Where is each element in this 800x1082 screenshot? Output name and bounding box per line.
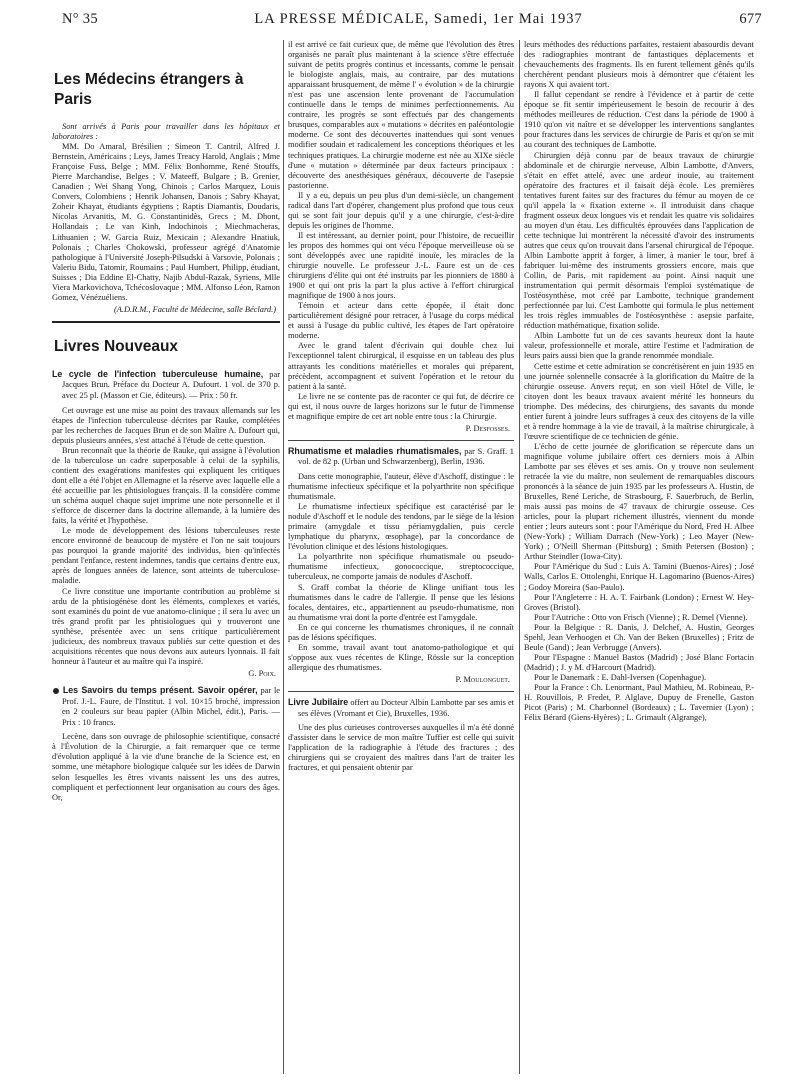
book-title-rhumatisme: Rhumatisme et maladies rhumatismales, par S. Graff. 1 vol. de 82 p. (Urban und Schwarzenberg), Berlin, 1936. (288, 445, 514, 467)
book-title-tuberculose: Le cycle de l'infection tuberculeuse humaine, par Jacques Brun. Préface du Docteur A. Dufourt. 1 vol. de 370 p. avec 25 pl. (Masson et Cie, éditeurs). — Prix : 50 fr. (52, 368, 280, 401)
review-paragraph: En somme, travail avant tout anatomo-pathologique et qui s'oppose aux vues récentes de Klinge, Rössle sur la conception allergique des rhumatismes. (288, 642, 514, 672)
review-paragraph: L'écho de cette journée de glorification se répercute dans un magnifique volume jubilaire offert ces derniers mois à Albin Lambotte par ses élèves et ses amis. On y trouve non seulement retracée la vie du maître, non seulement de remarquables discours prononcés à la séance de juin 1935 par les professeurs A. Hustin, de Bruxelles, René Leriche, de Strasbourg, F. Sauerbruch, de Berlin, mais aussi pas moins de 47 travaux de chirurgie osseuse. Ces articles, pour la plupart richement illustrés, viennent du monde entier ; leurs auteurs sont : pour l'Amérique du Nord, Fred H. Albee (New-York) ; William Darrach (New-York) ; Leo Mayer (New-York) ; O'Neill Sherman (Pittsburg) ; Smith Petersen (Boston) ; Arthur Steindler (Iowa-City). (524, 441, 754, 562)
review-paragraph: il est arrivé ce fait curieux que, de même que l'évolution des êtres organisés ne paraît plus maintenant à la science s'être effectuée suivant de petits progrès continus et incessants, comme le pensait le biologiste anglais, mais, au contraire, par des mutations apparaissant brusquement, de même l' « évolution » de la chirurgie n'est pas une ascension lente provenant de l'accumulation continuelle dans le temps de minimes perfectionnements. Au contraire, les progrès se sont effectués par des changements brusques, comparables aux « mutations » décrites en paléontologie moderne. Ce sont des découvertes inattendues qui sont venues modifier soudain et radicalement les conceptions théoriques et les techniques pratiques. La chirurgie moderne est née au XIXe siècle d'une « mutation » déterminée par deux facteurs principaux : découverte des anesthésiques généraux, découverte de l'asepsie pastorienne. (288, 40, 514, 190)
arrivals-intro: Sont arrivés à Paris pour travailler dans les hôpitaux et laboratoires : (52, 122, 280, 142)
review-paragraph: Brun reconnaît que la théorie de Rauke, qui assigne à l'évolution de la tuberculose un cadre superposable à celui de la syphilis, contient des exagérations manifestes qui expliquent les critiques dont elle a été l'objet en Allemagne et la réserve avec laquelle elle a été accueillie par les phtisiologues français. Il la considère comme un schéma auquel chaque sujet imprime une note personnelle et il s'efforce de discerner dans la doctrine allemande, à la lumière des faits, la vérité et l'hypothèse. (52, 445, 280, 526)
review-paragraph: Le livre ne se contente pas de raconter ce qui fut, de décrire ce qui est, il nous ouvre de larges horizons sur le futur de l'immense et magnifique empire de cet art noble entre tous : la Chirurgie. (288, 391, 514, 421)
country-line: Pour la France : Ch. Lenormant, Paul Mathieu, M. Robineau, P.-H. Rouvillois, P. Fredet, P. Alglave, Dupuy de Frenelle, Gaston Picot (Paris) ; M. Charbonnel (Bordeaux) ; L. Tavernier (Lyon) ; Félix Bérard (Giens-Hyères) ; L. Grimault (Algrange), (524, 683, 754, 723)
review-paragraph: Albin Lambotte fut un de ces savants heureux dont la haute valeur, professionnelle et morale, attire l'estime et l'admiration de leurs pairs aussi bien que la grande renommée mondiale. (524, 331, 754, 361)
reviewer-signature: P. Moulonguet. (455, 674, 510, 684)
review-paragraph: Témoin et acteur dans cette épopée, il était donc particulièrement désigné pour retracer, à l'usage du corps médical et aussi à l'usage du public cultivé, les étapes de l'art opératoire moderne. (288, 301, 514, 341)
section-title-new-books: Livres Nouveaux (54, 337, 179, 355)
review-paragraph: Cet ouvrage est une mise au point des travaux allemands sur les étapes de l'infection tuberculeuse décrites par Rauke, complétées par les recherches de Jacques Brun et de son Maître A. Dufourt qui, depuis plusieurs années, s'est attaché à l'étude de cette question. (52, 405, 280, 445)
review-paragraph: leurs méthodes des réductions parfaites, restaient abasourdis devant des radiographies montrant de fantastiques déplacements et chevauchements des fragments. Ils en furent tellement gênés qu'ils cherchèrent pendant plusieurs mois à démontrer que c'étaient les rayons X qui avaient tort. (524, 40, 754, 90)
column-3 (524, 40, 754, 1074)
review-paragraph: Le mode de développement des lésions tuberculeuses reste encore environné de beaucoup de mystère et l'on ne sait toujours pas pourquoi la grande majorité des individus, bien qu'infectés pendant l'enfance, restent indemnes, tandis que certains d'entre eux, après de longues années de latence, sont atteints de tuberculose-maladie. (52, 526, 280, 586)
source-note: (A.D.R.M., Faculté de Médecine, salle Béclard.) (113, 304, 276, 314)
column-2 (288, 40, 514, 1074)
review-paragraph: Ce livre constitue une importante contribution au problème si ardu de la phtisiogénèse dont les éléments, complexes et variés, sont examinés du point de vue anatomo-clinique ; il sera lu avec un très grand profit par les phtisiologues qui y trouveront une synthèse, présentée avec un sens critique particulièrement judicieux, des nombreux travaux publiés sur cette question et des acquisitions récentes que nous devons aux auteurs lyonnais. Il fait honneur à l'auteur et au maître qui l'a inspiré. (52, 586, 280, 666)
review-paragraph: Il fallut cependant se rendre à l'évidence et à partir de cette époque se fit sentir impérieusement le besoin de recourir à des méthodes meilleures de réduction. C'est dans la période de 1900 à 1910 qu'on vit naître et se développer les interventions sanglantes pour fractures dans les services de chirurgie de Paris et qu'on se mit au courant des techniques de Lambotte. (524, 90, 754, 150)
review-divider (288, 691, 514, 692)
review-paragraph: Chirurgien déjà connu par de beaux travaux de chirurgie abdominale et de chirurgie nerveuse, Albin Lambotte, d'Anvers, s'était en effet attelé, avec une ardeur inouïe, au traitement opératoire des fractures et il faisait déjà école. Les premières tentatives furent faites sur des fractures du fémur au moyen de ce qu'il appela la « fixation externe ». Il introduisit dans chaque fragment osseux deux longues vis et rendait les quatre vis solidaires au moyen d'un étau. Les difficultés éprouvées dans l'application de cette technique lui montrèrent la nécessité d'avoir des instruments autres que ceux qu'on trouvait dans l'arsenal chirurgical de l'époque. Albin Lambotte apprit à forger, à limer, à manier le tour, bref à fabriquer lui-même des instruments grossiers encore, mais que Collin, de Paris, mit rapidement au point. Ainsi naquit une instrumentation qui permit désormais l'emploi systématique de l'ostéosynthèse, mot créé par Lambotte, technique grandement perfectionnée par lui. C'est Lambotte qui formula le plus nettement les trois règles immuables de l'ostéosynthèse : asepsie parfaite, réduction mathématique, fixation solide. (524, 150, 754, 331)
review-paragraph: Avec le grand talent d'écrivain qui double chez lui l'exceptionnel talent chirurgical, il esquisse en un tableau des plus attrayants les conditions matérielles et morales qui préparent, précèdent, accompagnent et suivent l'opération et le retour du patient à la santé. (288, 341, 514, 391)
review-paragraph: En ce qui concerne les rhumatismes chroniques, il ne connaît pas de lésions spécifiques. (288, 622, 514, 642)
review-paragraph: S. Graff combat la théorie de Klinge unifiant tous les rhumatismes dans le cadre de l'allergie. Il pense que les lésions focales, dentaires, etc., appartiennent au pseudo-rhumatisme, non au rhumatisme vrai dont la porte d'entrée est l'amygdale. (288, 582, 514, 622)
book-title-savoir-operer: Les Savoirs du temps présent. Savoir opérer, par le Prof. J.-L. Faure, de l'Institut. 1 vol. 10×15 broché, impression en 2 couleurs sur beau papier (Albin Michel, édit.), Paris. — Prix : 10 francs. (52, 685, 280, 728)
reviewer-signature: G. Poix. (248, 668, 276, 678)
issue-number: N° 35 (62, 10, 98, 27)
review-paragraph: Il y a eu, depuis un peu plus d'un demi-siècle, un changement radical dans l'art d'opérer, changement plus profond que tous ceux qui se sont fait jour depuis qu'il y a une chirurgie, c'est-à-dire depuis les origines de l'homme. (288, 190, 514, 230)
country-line: Pour l'Autriche : Otto von Frisch (Vienne) ; R. Demel (Vienne). (534, 612, 748, 622)
column-rule-1 (283, 40, 284, 1074)
bullet-icon (53, 688, 59, 694)
review-paragraph: Il est intéressant, au dernier point, pour l'histoire, de recueillir les propos des hommes qui ont vécu l'époque merveilleuse où se sont développés avec une rapidité inouïe, les miracles de la chirurgie nouvelle. Le professeur J.-L. Faure est un de ces chirurgiens d'élite qui ont été instruits par les pionniers de 1880 à 1900 et qui ont pris la part la plus active à l'effort chirurgical magnifique de 1900 à nos jours. (288, 230, 514, 301)
review-paragraph: Le rhumatisme infectieux spécifique est caractérisé par le nodule d'Aschoff et le nodule des tendons, par le siège de la lésion primaire (amygdale et tissu périamygdalien, puis cercle lymphatique du pharynx, œsophage), par la concordance de l'évolution clinique et des lésions histologiques. (288, 502, 514, 552)
reviewer-signature: P. Desfosses. (465, 423, 510, 433)
country-line: Pour la Belgique : R. Danis, J. Delchef, A. Hustin, Georges Spehl, Jean Verhoogen et Ch. Van der Beken (Bruxelles) ; Fritz de Beule (Gand) ; Jean Verbrugge (Anvers). (524, 622, 754, 652)
contributors-by-country (524, 562, 754, 723)
review-paragraph: Une des plus curieuses controverses auxquelles il m'a été donné d'assister dans le service de mon maître Tuffier est celle qui suivit l'application de la radiographie à l'étude des fractures ; des chirurgiens qui se croyaient des maîtres dans l'art de traiter les fractures, et qui pensaient obtenir par (288, 723, 514, 773)
column-rule-2 (519, 40, 520, 1074)
section-divider (52, 321, 280, 323)
review-divider (288, 440, 514, 441)
page-header (62, 6, 762, 32)
review-paragraph: Dans cette monographie, l'auteur, élève d'Aschoff, distingue : le rhumatisme infectieux spécifique et la polyarthrite non spécifique rhumatismale. (288, 472, 514, 502)
country-line: Pour l'Angleterre : H. A. T. Fairbank (London) ; Ernest W. Hey-Groves (Bristol). (524, 592, 754, 612)
column-1 (52, 40, 280, 1074)
country-line: Pour l'Espagne : Manuel Bastos (Madrid) ; José Blanc Fortacin (Madrid) ; J. y M. d'Harcourt (Madrid). (524, 652, 754, 672)
review-paragraph: Cette estime et cette admiration se concrétisèrent en juin 1935 en une journée solennelle consacrée à la glorification du Maître de la chirurgie osseuse. Anvers reçut, en son vieil Hôtel de Ville, le citoyen dont les beaux travaux avaient mérité les honneurs du triomphe. Des médecins, des chirurgiens, des savants du monde entier furent à joindre leurs suffrages à ceux des citoyens de la ville et à rendre hommage à la vie de travail, à la maîtrise chirurgicale, à l'œuvre scientifique de ce technicien de génie. (524, 361, 754, 441)
page-number: 677 (739, 10, 762, 27)
country-line: Pour l'Amérique du Sud : Luis A. Tamini (Buenos-Aires) ; José Walls, Carlos E. Ottolenghi, Enrique H. Lagomarino (Buenos-Aires) ; Godoy Moreira (Sao-Paulo). (524, 562, 754, 592)
review-paragraph: Lecène, dans son ouvrage de philosophie scientifique, consacré à l'Évolution de la Chirurgie, a fait remarquer que ce terme d'évolution appliqué à la vie d'une branche de la Science est, en somme, une métaphore biologique calquée sur les idées de Darwin selon lesquelles les êtres vivants naissent les uns des autres, compliquent et perfectionnent leur organisation au cours des âges. Or, (52, 732, 280, 802)
doctors-list: MM. Do Amaral, Brésilien ; Simeon T. Cantril, Alfred J. Bernstein, Américains ; Leys, James Treacy Harold, Anglais ; Mme Françoise Fuss, Belge ; MM. Félix Bonhomme, René Stouffs, Pierre Marchandise, Belges ; V. Mateeff, Bulgare ; B. Grenier, Canadien ; Wei Shang Yong, Chinois ; Carlos Marquez, Louis Convers, Colombiens ; Henrik Johansen, Danois ; Sabry Khayat, Zoheir Khayat, étudiants égyptiens ; Raptis Diamantis, Doudaris, Nicolas Arvanitis, M. G. Constantinidès, Grecs ; M. Dhont, Hollandais ; Le van Kinh, Indochinois ; Miechmacheras, Lithuanien ; W. Garcia Ruiz, Mexicain ; Alexandre Hnatiuk, Polonais ; Charles Chokowski, professeur agrégé d'Anatomie pathologique à l'Université Joseph-Pilsudski à Varsovie, Polonais ; Valeriu Bidu, Tatomir, Roumains ; Paul Humbert, Philipp, étudiant, Suisses ; Dia Eddine El-Chatty, Najib Abdul-Razak, Syriens, Mlle Viera Markovichova, Tchécoslovaque ; MM. Alfonso Léon, Ramon Gomez, Vénézuéliens. (52, 142, 280, 302)
journal-title: LA PRESSE MÉDICALE, Samedi, 1er Mai 1937 (254, 10, 583, 27)
review-paragraph: La polyarthrite non spécifique rhumatismale ou pseudo-rhumatisme infectieux, gonococcique, streptococcique, tuberculeux, ne comporte jamais de nodules d'Aschoff. (288, 552, 514, 582)
book-title-livre-jubilaire: Livre Jubilaire offert au Docteur Albin Lambotte par ses amis et ses élèves (Vromant et Cie), Bruxelles, 1936. (288, 697, 514, 718)
country-line: Pour le Danemark : E. Dahl-Iversen (Copenhague). (534, 672, 707, 682)
section-title-foreign-doctors: Les Médecins étrangers à Paris (54, 71, 244, 108)
